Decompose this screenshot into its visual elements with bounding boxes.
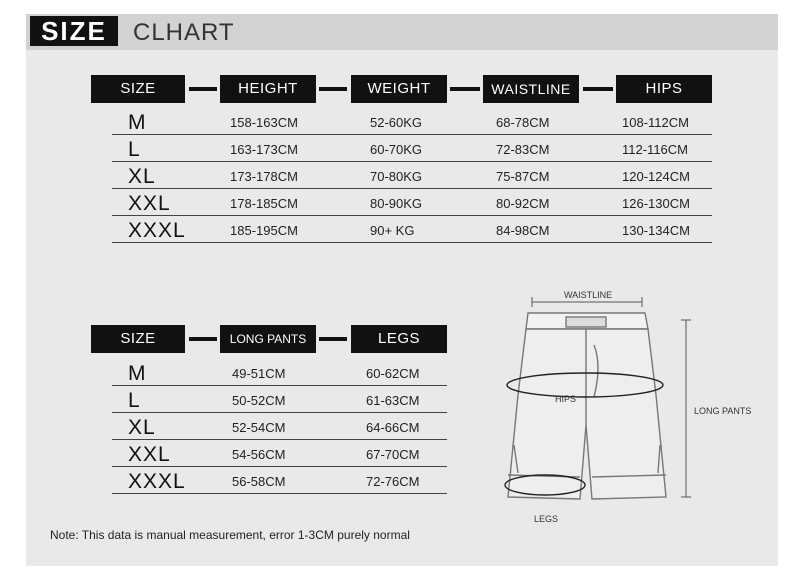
table-cell: 158-163CM [230,115,298,130]
row-divider [112,188,712,189]
table-cell: 178-185CM [230,196,298,211]
table-cell: 80-92CM [496,196,550,211]
waistline-label: WAISTLINE [564,290,613,300]
table-cell: 68-78CM [496,115,550,130]
t1-header-height: HEIGHT [220,75,316,103]
table-cell: 112-116CM [622,142,688,157]
row-divider [112,134,712,135]
t1-dash [450,87,480,91]
shorts-outline [508,313,666,499]
table-cell: 126-130CM [622,196,690,211]
size-cell: L [128,389,141,412]
table-cell: 130-134CM [622,223,690,238]
table-cell: 120-124CM [622,169,690,184]
row-divider [112,161,712,162]
t1-header-size: SIZE [91,75,185,103]
size-cell: XXL [128,443,171,466]
row-divider [112,242,712,243]
row-divider [112,493,447,494]
measurement-note: Note: This data is manual measurement, error 1-3CM purely normal [50,528,410,542]
size-cell: M [128,362,147,385]
table-cell: 90+ KG [370,223,415,238]
table-cell: 67-70CM [366,447,420,462]
table-cell: 49-51CM [232,366,286,381]
table-cell: 185-195CM [230,223,298,238]
row-divider [112,215,712,216]
long-pants-label: LONG PANTS [694,406,752,416]
table-cell: 60-70KG [370,142,423,157]
size-cell: XL [128,165,156,188]
row-divider [112,412,447,413]
size-cell: XXL [128,192,171,215]
table-cell: 72-76CM [366,474,420,489]
table-cell: 50-52CM [232,393,286,408]
table-cell: 52-60KG [370,115,423,130]
t1-header-waistline: WAISTLINE [483,75,579,103]
row-divider [112,385,447,386]
t2-header-long-pants: LONG PANTS [220,325,316,353]
t2-dash [189,337,217,341]
t1-header-hips: HIPS [616,75,712,103]
row-divider [112,439,447,440]
table-cell: 56-58CM [232,474,286,489]
t1-dash [189,87,217,91]
table-cell: 75-87CM [496,169,550,184]
title-size-box: SIZE [30,16,118,46]
size-cell: XXXL [128,470,186,493]
table-cell: 54-56CM [232,447,286,462]
t1-dash [583,87,613,91]
table-cell: 64-66CM [366,420,420,435]
legs-label: LEGS [534,514,559,524]
table-cell: 84-98CM [496,223,550,238]
size-cell: L [128,138,141,161]
table-cell: 72-83CM [496,142,550,157]
table-cell: 163-173CM [230,142,298,157]
size-cell: XXXL [128,219,186,242]
t2-header-legs: LEGS [351,325,447,353]
table-cell: 61-63CM [366,393,420,408]
t2-header-size: SIZE [91,325,185,353]
table-cell: 80-90KG [370,196,423,211]
t1-header-weight: WEIGHT [351,75,447,103]
size-cell: M [128,111,147,134]
title-text: CLHART [133,19,235,46]
table-cell: 173-178CM [230,169,298,184]
t2-dash [319,337,347,341]
size-cell: XL [128,416,156,439]
hips-label: HIPS [555,394,577,404]
table-cell: 108-112CM [622,115,689,130]
t1-dash [319,87,347,91]
row-divider [112,466,447,467]
table-cell: 52-54CM [232,420,286,435]
table-cell: 60-62CM [366,366,420,381]
table-cell: 70-80KG [370,169,423,184]
